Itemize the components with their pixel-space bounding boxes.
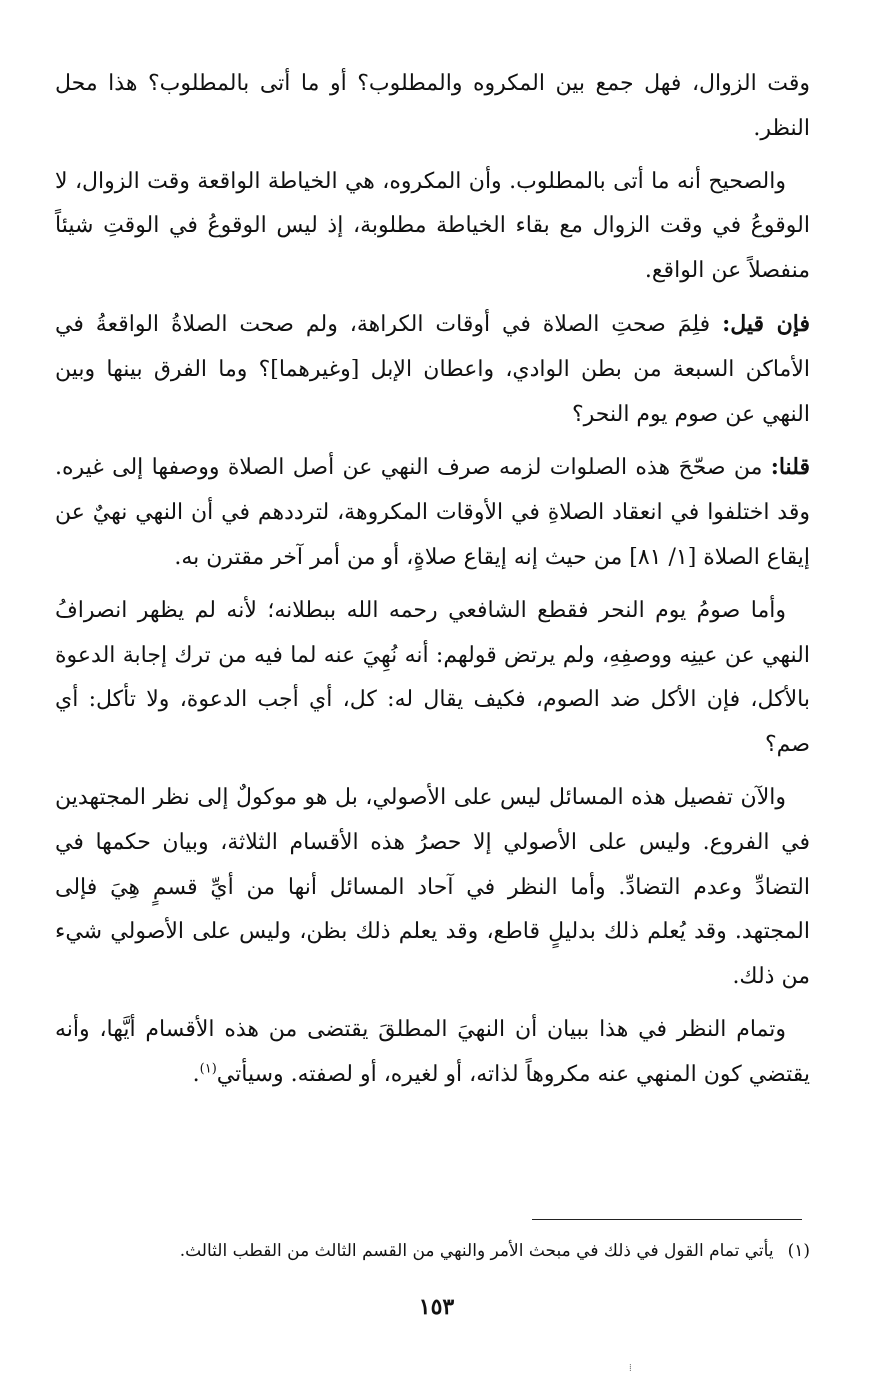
page-body	[55, 62, 810, 1106]
paragraph-7	[55, 1008, 810, 1098]
footnote-separator	[532, 1219, 802, 1220]
scan-speck: ⁞	[629, 1363, 632, 1374]
paragraph-4-text: من صحّحَ هذه الصلوات لزمه صرف النهي عن أصل الصلاة ووصفها إلى غيره. وقد اختلفوا في انعقاد الصلاةِ في الأوقات المكروهة، لترددهم في أن النهي نهيٌ عن إيقاع الصلاة [١/ ٨١] من حيث إنه إيقاع صلاةٍ، أو من أمر آخر مقترن به.	[55, 455, 810, 570]
footnote-marker: (١)	[199, 1061, 217, 1077]
paragraph-1	[55, 62, 810, 152]
paragraph-3-text: فلِمَ صحتِ الصلاة في أوقات الكراهة، ولم صحت الصلاةُ الواقعةُ في الأماكن السبعة من بطن الوادي، واعطان الإبل [وغيرهما]؟ وما الفرق بينها وبين النهي عن صوم يوم النحر؟	[55, 311, 810, 427]
paragraph-6-text: والآن تفصيل هذه المسائل ليس على الأصولي، بل هو موكولٌ إلى نظر المجتهدين في الفروع. وليس على الأصولي إلا حصرُ هذه الأقسام الثلاثة، وبيان حكمها في التضادِّ وعدم التضادِّ. وأما النظر في آحاد المسائل أنها من أيِّ قسمٍ هِيَ فإلى المجتهد. وقد يُعلم ذلك بدليلٍ قاطع، وقد يعلم ذلك بظن، وليس على الأصولي شيء من ذلك.	[55, 784, 810, 990]
paragraph-6	[55, 776, 810, 1000]
paragraph-2	[55, 160, 810, 294]
paragraph-5-text: وأما صومُ يوم النحر فقطع الشافعي رحمه الله ببطلانه؛ لأنه لم يظهر انصرافُ النهي عن عينِه ووصفِهِ، ولم يرتض قولهم: أنه نُهِيَ عنه لما فيه من ترك إجابة الدعوة بالأكل، فإن الأكل ضد الصوم، فكيف يقال له: كل، أي أجب الدعوة، ولا تأكل: أي صم؟	[55, 597, 810, 758]
paragraph-4	[55, 445, 810, 580]
footnote-number: (١)	[787, 1241, 810, 1261]
paragraph-1-text: وقت الزوال، فهل جمع بين المكروه والمطلوب؟ أو ما أتى بالمطلوب؟ هذا محل النظر.	[55, 71, 810, 141]
paragraph-7-tail: .	[192, 1061, 200, 1087]
page-number: ١٥٣	[418, 1294, 455, 1320]
footnote-text: يأتي تمام القول في ذلك في مبحث الأمر والنهي من القسم الثالث من القطب الثالث.	[179, 1241, 774, 1261]
paragraph-4-lead: قلنا:	[770, 454, 810, 481]
paragraph-2-text: والصحيح أنه ما أتى بالمطلوب. وأن المكروه، هي الخياطة الواقعة وقت الزوال، لا الوقوعُ في وقت الزوال مع بقاء الخياطة مطلوبة، إذ ليس الوقوعُ في الوقتِ شيئاً منفصلاً عن الواقع.	[55, 168, 810, 284]
paragraph-7-text: وتمام النظر في هذا ببيان أن النهيَ المطلقَ يقتضى من هذه الأقسام أيَّها، وأنه يقتضي كون المنهي عنه مكروهاً لذاته، أو لغيره، أو لصفته. وسيأتي	[55, 1016, 810, 1087]
paragraph-3	[55, 302, 810, 437]
paragraph-5	[55, 589, 810, 768]
footnote	[55, 1236, 810, 1266]
paragraph-3-lead: فإن قيل:	[722, 310, 810, 337]
